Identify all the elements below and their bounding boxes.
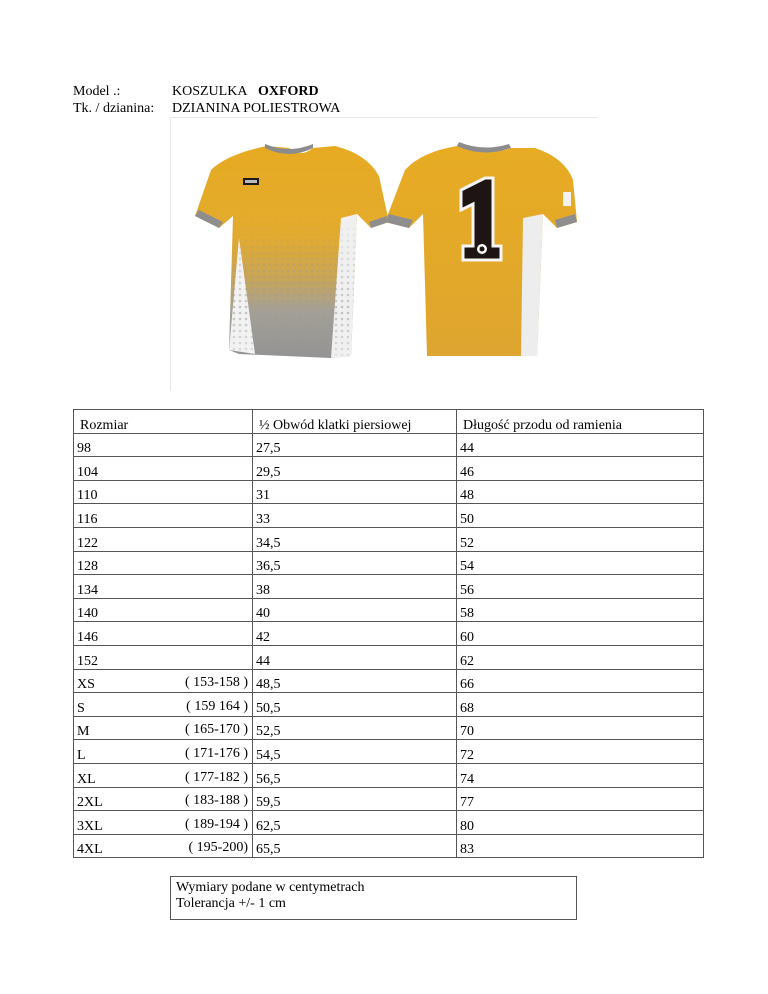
size-code: XL — [77, 771, 96, 787]
model-name: OXFORD — [257, 84, 319, 99]
size-code: 110 — [77, 488, 98, 504]
height-range: ( 165-170 ) — [185, 722, 248, 738]
length-cell: 62 — [457, 645, 704, 669]
table-row — [74, 504, 704, 528]
length-cell: 52 — [457, 527, 704, 551]
table-row — [74, 834, 704, 858]
length-cell: 56 — [457, 575, 704, 599]
table-row — [74, 527, 704, 551]
table-row — [74, 457, 704, 481]
table-row — [74, 787, 704, 811]
size-cell — [74, 433, 253, 457]
size-code: 122 — [77, 535, 98, 551]
size-cell — [74, 669, 253, 693]
chest-cell: 36,5 — [253, 551, 457, 575]
size-code: XS — [77, 677, 95, 693]
chest-cell: 65,5 — [253, 834, 457, 858]
size-code: 140 — [77, 606, 98, 622]
chest-cell: 40 — [253, 598, 457, 622]
chest-cell: 52,5 — [253, 716, 457, 740]
table-row — [74, 622, 704, 646]
height-range: ( 195-200) — [188, 840, 248, 856]
jersey-back — [385, 142, 577, 356]
size-cell — [74, 811, 253, 835]
table-header-row — [74, 410, 704, 434]
length-cell: 80 — [457, 811, 704, 835]
chest-cell: 38 — [253, 575, 457, 599]
table-row — [74, 811, 704, 835]
size-code: S — [77, 700, 85, 716]
table-row — [74, 740, 704, 764]
note-box — [170, 876, 577, 920]
chest-cell: 44 — [253, 645, 457, 669]
length-cell: 66 — [457, 669, 704, 693]
chest-cell: 59,5 — [253, 787, 457, 811]
chest-cell: 27,5 — [253, 433, 457, 457]
size-code: 2XL — [77, 795, 103, 811]
chest-cell: 29,5 — [253, 457, 457, 481]
product-photo — [170, 117, 597, 391]
length-cell: 83 — [457, 834, 704, 858]
table-row — [74, 716, 704, 740]
length-cell: 68 — [457, 693, 704, 717]
note-units: Wymiary podane w centymetrach — [176, 880, 365, 895]
size-table — [73, 409, 704, 858]
size-code: 128 — [77, 559, 98, 575]
height-range: ( 159 164 ) — [186, 698, 248, 714]
size-cell — [74, 457, 253, 481]
height-range: ( 183-188 ) — [185, 793, 248, 809]
size-cell — [74, 645, 253, 669]
table-row — [74, 575, 704, 599]
table-row — [74, 598, 704, 622]
size-cell — [74, 527, 253, 551]
length-cell: 77 — [457, 787, 704, 811]
chest-cell: 33 — [253, 504, 457, 528]
chest-cell: 54,5 — [253, 740, 457, 764]
size-cell — [74, 598, 253, 622]
header-chest: ½ Obwód klatki piersiowej — [253, 410, 457, 434]
size-code: M — [77, 724, 90, 740]
chest-cell: 42 — [253, 622, 457, 646]
model-prefix: KOSZULKA — [172, 84, 248, 99]
size-code: 116 — [77, 511, 98, 527]
size-cell — [74, 504, 253, 528]
size-code: 152 — [77, 653, 98, 669]
length-cell: 72 — [457, 740, 704, 764]
model-label: Model .: — [73, 84, 121, 99]
size-cell — [74, 834, 253, 858]
table-row — [74, 480, 704, 504]
jersey-front — [195, 144, 389, 358]
chest-cell: 48,5 — [253, 669, 457, 693]
model-value — [172, 84, 319, 100]
chest-cell: 34,5 — [253, 527, 457, 551]
size-cell — [74, 716, 253, 740]
size-cell — [74, 575, 253, 599]
height-range: ( 177-182 ) — [185, 769, 248, 785]
size-cell — [74, 740, 253, 764]
table-row — [74, 763, 704, 787]
length-cell: 48 — [457, 480, 704, 504]
jersey-illustration — [171, 118, 598, 392]
size-code: L — [77, 747, 86, 763]
chest-cell: 56,5 — [253, 763, 457, 787]
length-cell: 50 — [457, 504, 704, 528]
length-cell: 60 — [457, 622, 704, 646]
table-row — [74, 551, 704, 575]
fabric-value: DZIANINA POLIESTROWA — [172, 101, 341, 116]
chest-cell: 50,5 — [253, 693, 457, 717]
table-row — [74, 645, 704, 669]
length-cell: 70 — [457, 716, 704, 740]
fabric-label: Tk. / dzianina: — [73, 101, 155, 116]
size-cell — [74, 787, 253, 811]
size-cell — [74, 551, 253, 575]
chest-cell: 62,5 — [253, 811, 457, 835]
length-cell: 44 — [457, 433, 704, 457]
note-tolerance: Tolerancja +/- 1 cm — [176, 896, 286, 911]
size-code: 4XL — [77, 842, 103, 858]
header-length: Długość przodu od ramienia — [457, 410, 704, 434]
size-cell — [74, 693, 253, 717]
size-code: 3XL — [77, 818, 103, 834]
size-code: 104 — [77, 464, 98, 480]
size-cell — [74, 622, 253, 646]
height-range: ( 153-158 ) — [185, 675, 248, 691]
size-cell — [74, 763, 253, 787]
length-cell: 58 — [457, 598, 704, 622]
length-cell: 46 — [457, 457, 704, 481]
height-range: ( 189-194 ) — [185, 816, 248, 832]
size-code: 134 — [77, 582, 98, 598]
header-size: Rozmiar — [74, 410, 253, 434]
table-row — [74, 669, 704, 693]
table-row — [74, 433, 704, 457]
length-cell: 54 — [457, 551, 704, 575]
size-cell — [74, 480, 253, 504]
length-cell: 74 — [457, 763, 704, 787]
size-code: 98 — [77, 441, 91, 457]
chest-cell: 31 — [253, 480, 457, 504]
size-code: 146 — [77, 629, 98, 645]
height-range: ( 171-176 ) — [185, 745, 248, 761]
table-row — [74, 693, 704, 717]
